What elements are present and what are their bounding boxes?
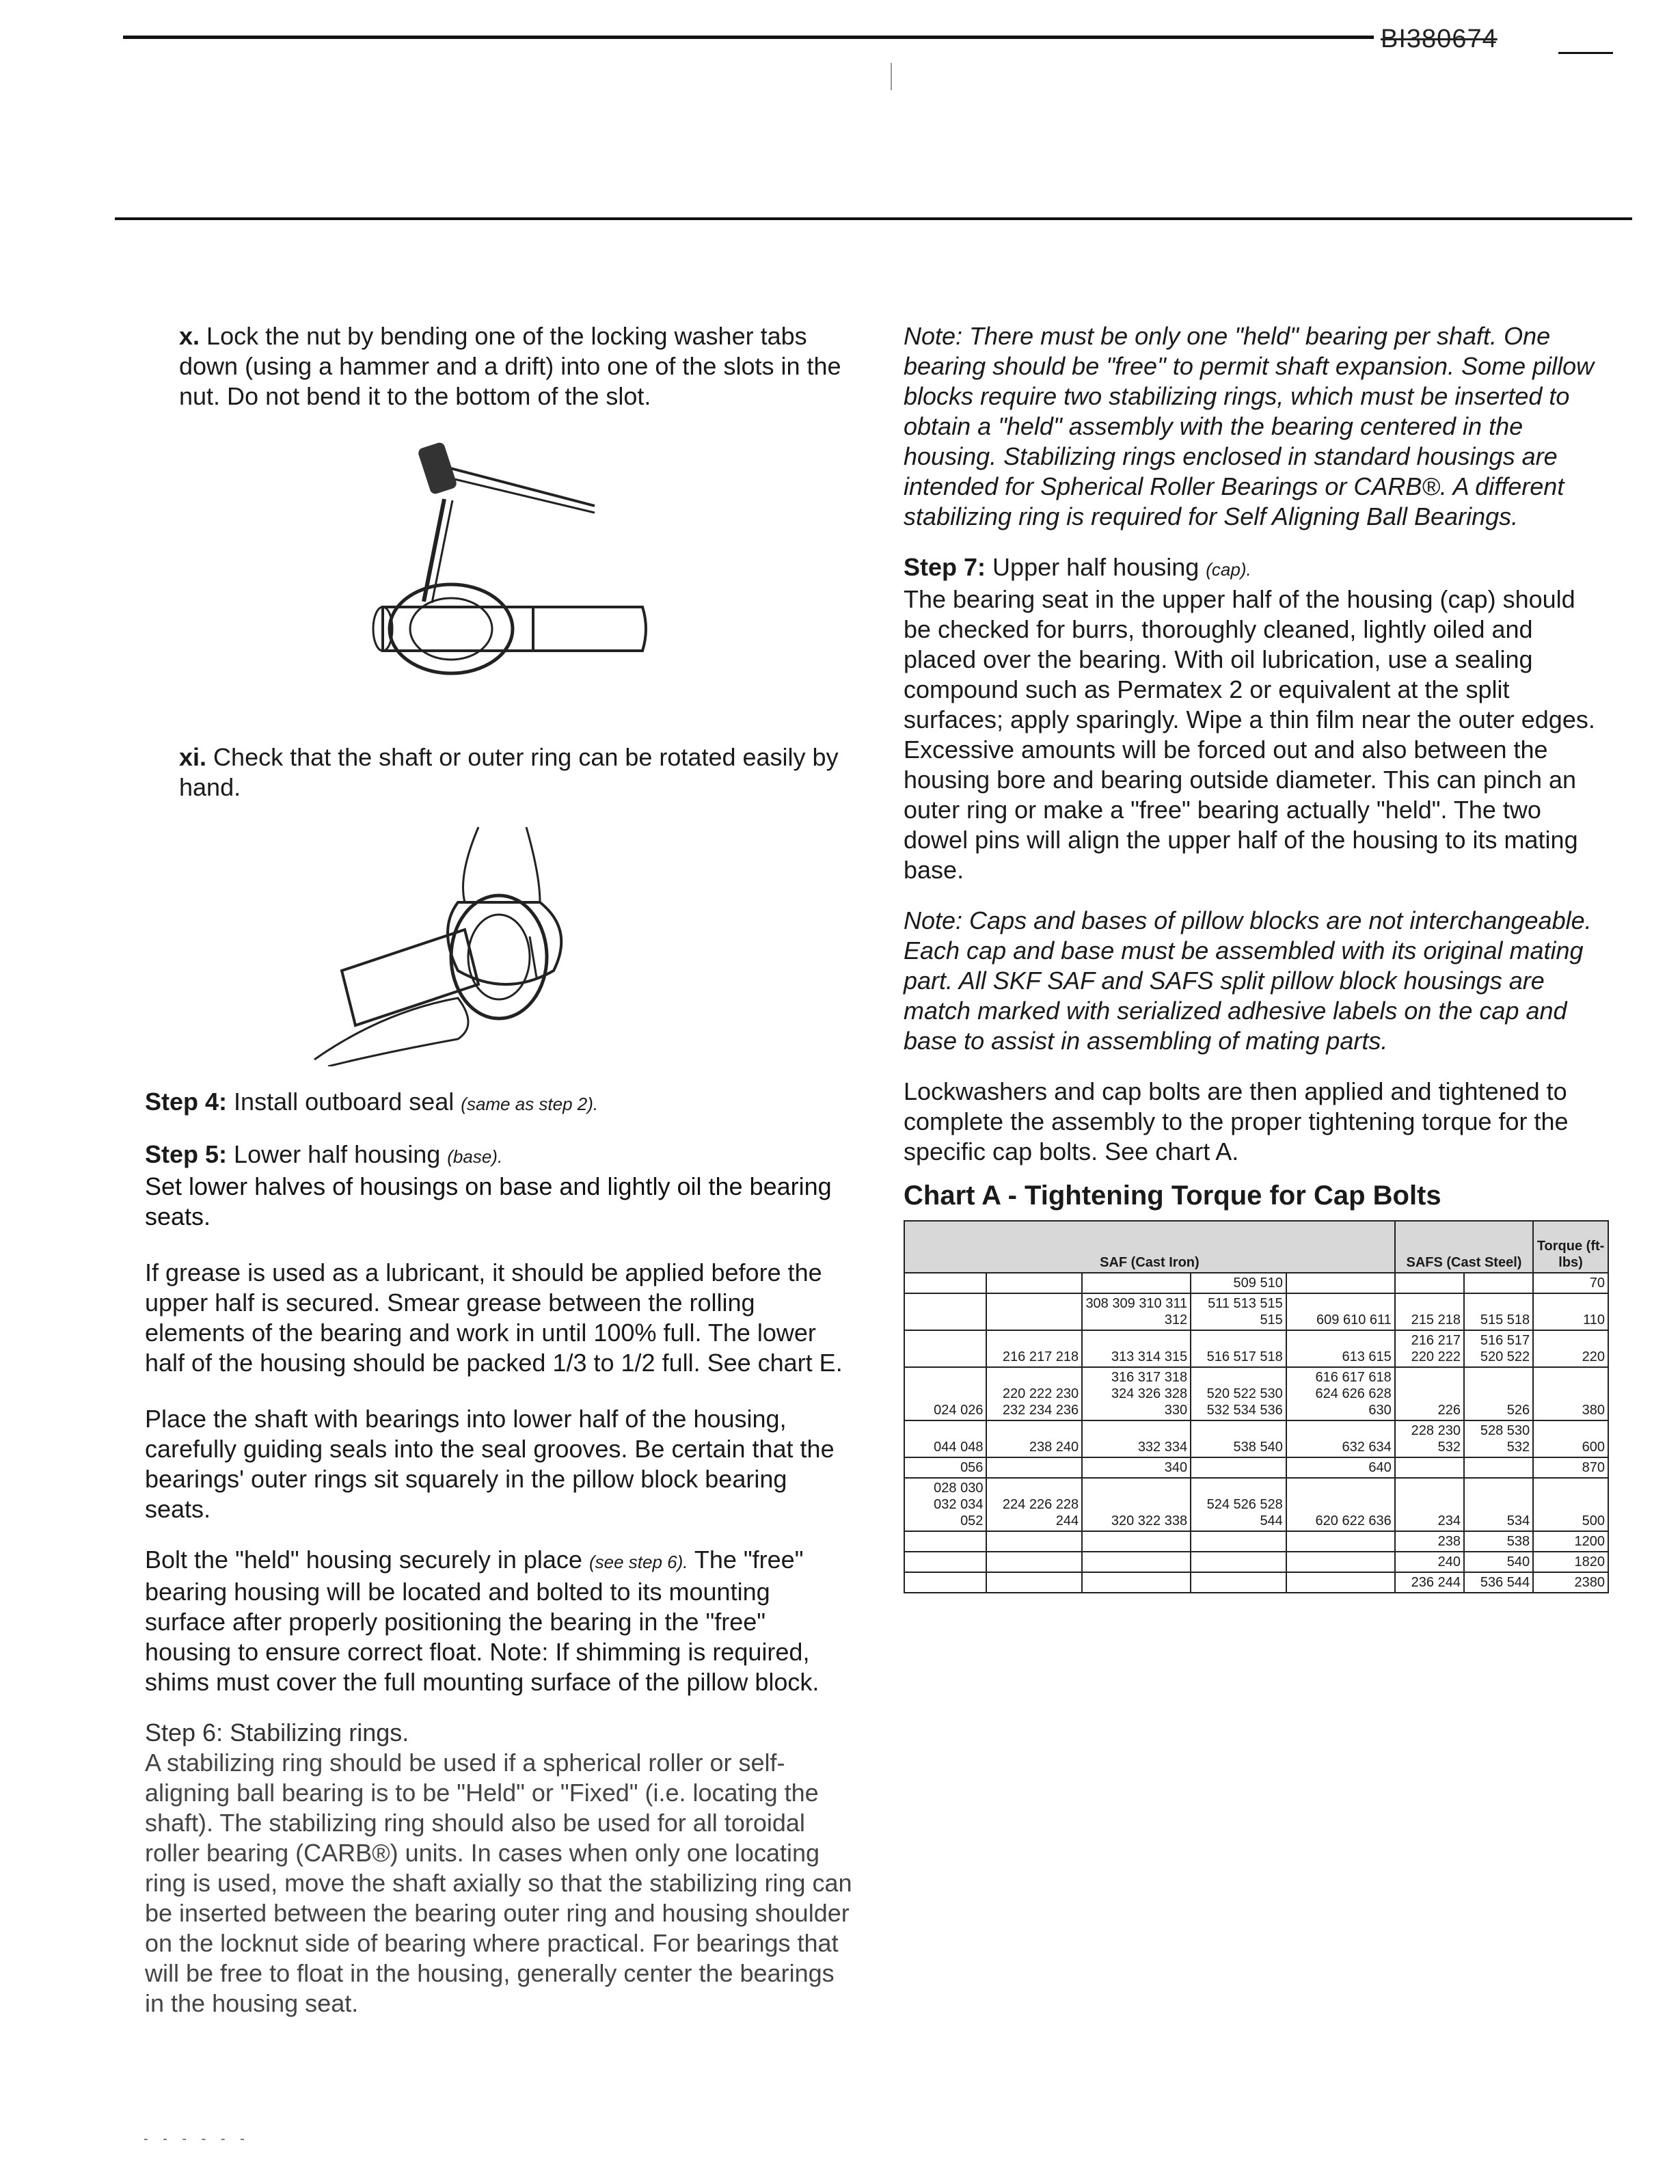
table-cell: 524 526 528 544: [1191, 1478, 1286, 1531]
header-bottom-rule: [115, 217, 1632, 220]
note-caps-bases: Note: Caps and bases of pillow blocks are not interchangeable. Each cap and base must be assembled with its original mating part. All SKF SAF and SAFS split pillow block housings are match marked with serialized adhesive labels on the cap and base to assist in assembling of mating parts.: [904, 906, 1592, 1055]
table-cell: 228 230 532: [1395, 1420, 1464, 1457]
table-cell: [1082, 1552, 1191, 1572]
table-cell: 616 617 618 624 626 628 630: [1286, 1367, 1395, 1420]
table-cell: 70: [1533, 1273, 1608, 1293]
table-row: [904, 1531, 1608, 1552]
torque-table-body: [904, 1273, 1608, 1593]
table-cell: 110: [1533, 1293, 1608, 1330]
table-row: [904, 1420, 1608, 1457]
step-xi: xi. Check that the shaft or outer ring can be rotated easily by hand.: [179, 743, 839, 801]
table-cell: [904, 1531, 986, 1552]
table-cell: [1286, 1273, 1395, 1293]
table-cell: 1200: [1533, 1531, 1608, 1552]
table-cell: 609 610 611: [1286, 1293, 1395, 1330]
table-row: [904, 1273, 1608, 1293]
place-shaft-paragraph: Place the shaft with bearings into lower half of the housing, carefully guiding seals into the seal grooves. Be certain that the bearings' outer rings sit squarely in the pillow block bearing seats.: [145, 1405, 835, 1523]
table-cell: 511 513 515 515: [1191, 1293, 1286, 1330]
table-cell: 216 217 218: [986, 1330, 1082, 1367]
table-cell: [1191, 1572, 1286, 1593]
table-cell: 220: [1533, 1330, 1608, 1367]
table-cell: 613 615: [1286, 1330, 1395, 1367]
table-cell: [1082, 1273, 1191, 1293]
table-row: [904, 1457, 1608, 1478]
lockwashers-paragraph: Lockwashers and cap bolts are then applied and tightened to complete the assembly to the proper tightening torque for the specific cap bolts. See chart A.: [904, 1077, 1569, 1165]
left-column: [179, 321, 856, 412]
table-row: [904, 1478, 1608, 1531]
table-cell: 380: [1533, 1367, 1608, 1420]
table-cell: 1820: [1533, 1552, 1608, 1572]
scan-mark: [891, 63, 892, 90]
table-row: [904, 1552, 1608, 1572]
table-cell: 515 518: [1464, 1293, 1533, 1330]
table-cell: 238: [1395, 1531, 1464, 1552]
table-cell: [904, 1293, 986, 1330]
table-cell: [904, 1552, 986, 1572]
top-rule: [123, 36, 1374, 39]
table-cell: [986, 1293, 1082, 1330]
table-cell: [1464, 1273, 1533, 1293]
table-cell: [986, 1531, 1082, 1552]
table-cell: 538: [1464, 1531, 1533, 1552]
left-column-body: [145, 1087, 856, 2039]
table-cell: [1082, 1572, 1191, 1593]
table-cell: 500: [1533, 1478, 1608, 1531]
table-cell: [1082, 1531, 1191, 1552]
table-cell: [904, 1273, 986, 1293]
table-cell: [904, 1330, 986, 1367]
table-cell: 516 517 520 522: [1464, 1330, 1533, 1367]
document-id: BI380674: [1381, 25, 1498, 53]
step-4: Step 4: Install outboard seal (same as step 2).: [145, 1088, 599, 1116]
table-cell: [986, 1552, 1082, 1572]
table-cell: 509 510: [1191, 1273, 1286, 1293]
left-column-xi: [179, 742, 856, 803]
table-cell: [1191, 1552, 1286, 1572]
table-cell: 240: [1395, 1552, 1464, 1572]
table-cell: [986, 1572, 1082, 1593]
header-safs: SAFS (Cast Steel): [1395, 1221, 1533, 1273]
table-cell: 320 322 338: [1082, 1478, 1191, 1531]
table-cell: 870: [1533, 1457, 1608, 1478]
chart-a-title: Chart A - Tightening Torque for Cap Bolts: [904, 1181, 1441, 1211]
step-7: Step 7: Upper half housing (cap). The bearing seat in the upper half of the housing (cap) should be checked for burrs, thoroughly cleaned, lightly oiled and placed over the bearing. With oil lubrication, use a sealing compound such as Permatex 2 or equivalent at the split surfaces; apply sparingly. Wipe a thin film near the outer edges. Excessive amounts will be forced out and also between the housing bore and bearing outside diameter. This can pinch an outer ring or make a "free" bearing actually "held". The two dowel pins will align the upper half of the housing to its mating base.: [904, 553, 1595, 884]
table-cell: 044 048: [904, 1420, 986, 1457]
step-6: Step 6: Stabilizing rings. A stabilizing ring should be used if a spherical roller or self-aligning ball bearing is to be "Held" or "Fixed" (i.e. locating the shaft). The stabilizing ring should also be used for all toroidal roller bearing (CARB®) units. In cases when only one locating ring is used, move the shaft axially so that the stabilizing ring can be inserted between the bearing outer ring and housing shoulder on the locknut side of bearing where practical. For bearings that will be free to float in the housing, generally center the bearings in the housing seat.: [145, 1718, 852, 2017]
table-cell: 520 522 530 532 534 536: [1191, 1367, 1286, 1420]
table-cell: 340: [1082, 1457, 1191, 1478]
table-cell: 316 317 318 324 326 328 330: [1082, 1367, 1191, 1420]
table-cell: 516 517 518: [1191, 1330, 1286, 1367]
table-row: [904, 1367, 1608, 1420]
table-cell: [1464, 1457, 1533, 1478]
table-cell: [1191, 1531, 1286, 1552]
table-cell: 526: [1464, 1367, 1533, 1420]
note-held-bearing: Note: There must be only one "held" bearing per shaft. One bearing should be "free" to permit shaft expansion. Some pillow blocks require two stabilizing rings, which must be inserted to obtain a "held" assembly with the bearing centered in the housing. Stabilizing rings enclosed in standard housings are intended for Spherical Roller Bearings or CARB®. A different stabilizing ring is required for Self Aligning Ball Bearings.: [904, 322, 1595, 530]
table-cell: 226: [1395, 1367, 1464, 1420]
grease-paragraph: If grease is used as a lubricant, it should be applied before the upper half is secured. Smear grease between the rolling elements of the bearing and work in until 100% full. The lower half of the housing should be packed 1/3 to 1/2 full. See chart E.: [145, 1258, 843, 1377]
table-cell: [986, 1457, 1082, 1478]
table-cell: 632 634: [1286, 1420, 1395, 1457]
table-cell: 056: [904, 1457, 986, 1478]
table-cell: 640: [1286, 1457, 1395, 1478]
table-cell: 528 530 532: [1464, 1420, 1533, 1457]
table-cell: 313 314 315: [1082, 1330, 1191, 1367]
table-cell: [1395, 1457, 1464, 1478]
table-cell: 236 244: [1395, 1572, 1464, 1593]
table-cell: 308 309 310 311 312: [1082, 1293, 1191, 1330]
table-cell: 215 218: [1395, 1293, 1464, 1330]
table-cell: 332 334: [1082, 1420, 1191, 1457]
table-cell: 538 540: [1191, 1420, 1286, 1457]
table-cell: [1191, 1457, 1286, 1478]
step-5: Step 5: Lower half housing (base). Set lower halves of housings on base and lightly oil the bearing seats.: [145, 1140, 832, 1230]
table-cell: 234: [1395, 1478, 1464, 1531]
table-cell: [904, 1572, 986, 1593]
table-cell: 2380: [1533, 1572, 1608, 1593]
header-saf: SAF (Cast Iron): [904, 1221, 1395, 1273]
table-cell: 224 226 228 244: [986, 1478, 1082, 1531]
table-cell: [1395, 1273, 1464, 1293]
hammer-drift-illustration: [355, 424, 670, 684]
table-cell: 534: [1464, 1478, 1533, 1531]
table-cell: 238 240: [986, 1420, 1082, 1457]
table-cell: 216 217 220 222: [1395, 1330, 1464, 1367]
hand-rotating-shaft-illustration: [301, 820, 656, 1066]
table-cell: [986, 1273, 1082, 1293]
table-row: [904, 1293, 1608, 1330]
bolt-housing-paragraph: Bolt the "held" housing securely in place (see step 6). The "free" bearing housing will be located and bolted to its mounting surface after properly positioning the bearing in the "free" housing to ensure correct float. Note: If shimming is required, shims must cover the full mounting surface of the pillow block.: [145, 1546, 819, 1696]
right-column: [904, 321, 1608, 1593]
footer-marks: - - - - - -: [144, 2131, 250, 2146]
torque-table-header: [904, 1221, 1608, 1273]
table-cell: [1286, 1552, 1395, 1572]
table-cell: [1286, 1572, 1395, 1593]
top-rule-tail: [1558, 52, 1613, 54]
table-cell: [1286, 1531, 1395, 1552]
table-cell: 028 030 032 034 052: [904, 1478, 986, 1531]
table-cell: 600: [1533, 1420, 1608, 1457]
table-cell: 220 222 230 232 234 236: [986, 1367, 1082, 1420]
torque-table: [904, 1220, 1609, 1593]
table-row: [904, 1572, 1608, 1593]
header-torque: Torque (ft-lbs): [1533, 1221, 1608, 1273]
table-cell: 024 026: [904, 1367, 986, 1420]
table-cell: 536 544: [1464, 1572, 1533, 1593]
table-cell: 540: [1464, 1552, 1533, 1572]
table-row: [904, 1330, 1608, 1367]
step-x: x. Lock the nut by bending one of the locking washer tabs down (using a hammer and a drift) into one of the slots in the nut. Do not bend it to the bottom of the slot.: [179, 322, 841, 410]
table-cell: 620 622 636: [1286, 1478, 1395, 1531]
